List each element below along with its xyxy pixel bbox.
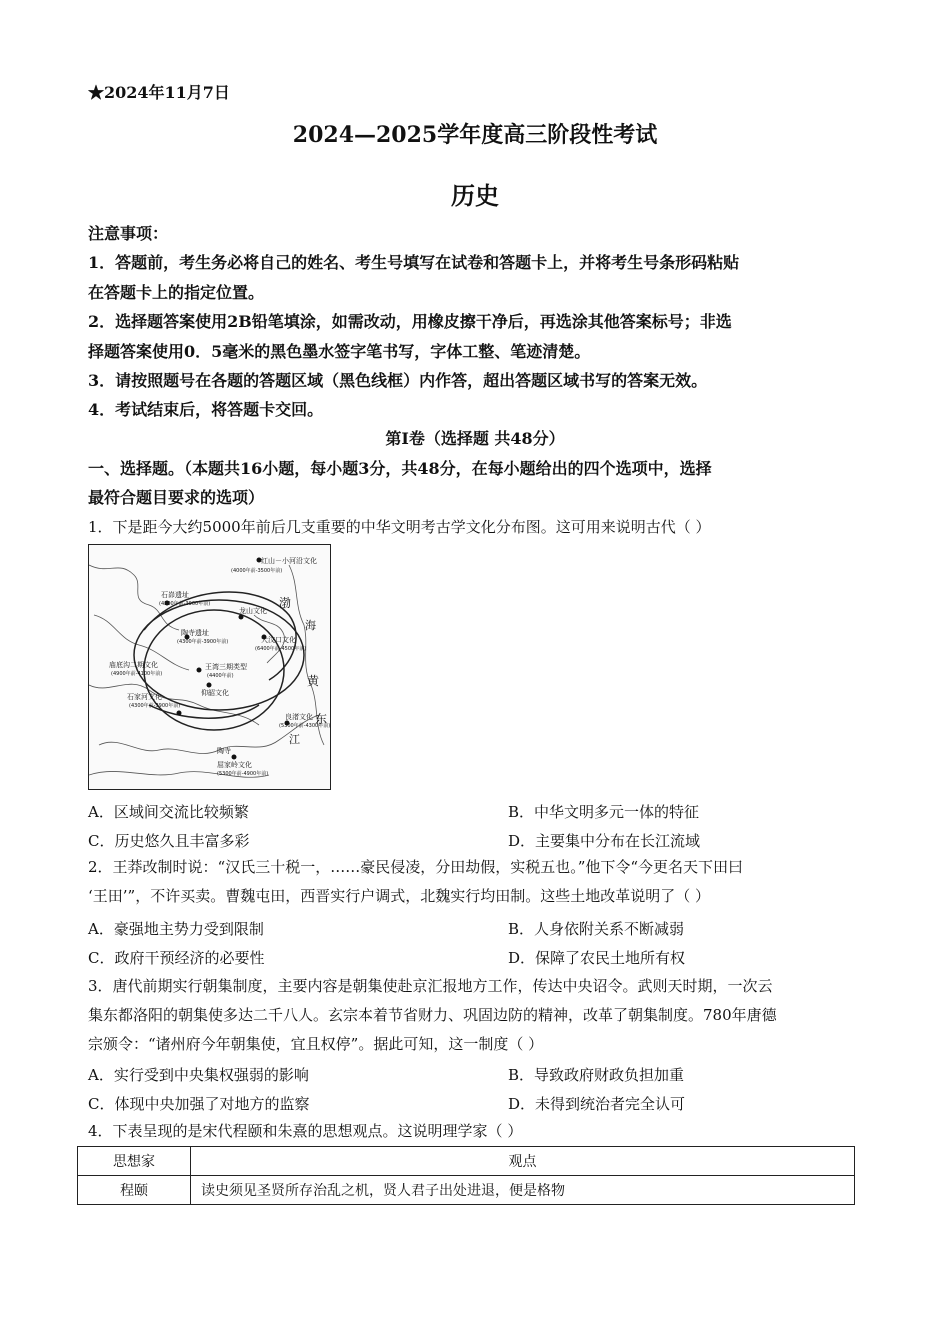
q3-option-b: B．导致政府财政负担加重 xyxy=(508,1066,685,1084)
map-label: 仰韶文化 xyxy=(201,689,229,697)
q1-option-c: C．历史悠久且丰富多彩 xyxy=(88,832,250,850)
table-header: 思想家 xyxy=(78,1147,191,1176)
q1-option-a: A．区域间交流比较频繁 xyxy=(88,803,249,821)
q4-stem: 4．下表呈现的是宋代程颐和朱熹的思想观点。这说明理学家（ ） xyxy=(88,1122,523,1140)
archaeology-map-figure xyxy=(89,545,330,789)
site-dot xyxy=(207,683,212,688)
notice-line: 在答题卡上的指定位置。 xyxy=(88,283,265,302)
q3-stem: 3．唐代前期实行朝集制度，主要内容是朝集使赴京汇报地方工作，传达中央诏令。武则天时期，一次云 xyxy=(88,977,773,995)
sea-label: 渤 xyxy=(279,596,292,610)
map-label: (4000年前-3500年前) xyxy=(231,568,283,574)
site-dot xyxy=(177,711,182,716)
q2-option-c: C．政府干预经济的必要性 xyxy=(88,949,265,967)
section-instruction: 最符合题目要求的选项） xyxy=(88,488,265,507)
sea-label: 海 xyxy=(305,619,316,632)
q3-stem: 宗颁令：“诸州府今年朝集使，宜且权停”。据此可知，这一制度（ ） xyxy=(88,1035,544,1053)
q2-stem: ‘王田’”，不许买卖。曹魏屯田，西晋实行户调式，北魏实行均田制。这些土地改革说明了（ ） xyxy=(88,887,710,905)
q3-option-d: D．未得到统治者完全认可 xyxy=(508,1095,686,1113)
map-label: (4900年前-4100年前) xyxy=(111,671,163,677)
site-dot xyxy=(239,615,244,620)
exam-date: ★2024年11月7日 xyxy=(88,83,230,102)
map-label: 屈家岭文化 xyxy=(217,761,252,769)
map-label: 王湾三期类型 xyxy=(205,663,247,671)
map-label: (4300年前-3900年前) xyxy=(177,639,229,645)
notice-line: 1．答题前，考生务必将自己的姓名、考生号填写在试卷和答题卡上，并将考生号条形码粘贴 xyxy=(88,253,740,272)
map-label: (4300年前-3900年前) xyxy=(129,703,181,709)
q2-option-d: D．保障了农民土地所有权 xyxy=(508,949,686,967)
q1-stem: 1．下是距今大约5000年前后几支重要的中华文明考古学文化分布图。这可用来说明古代（ ） xyxy=(88,518,711,536)
map-label: 龙山文化 xyxy=(239,607,267,615)
section-title: 第Ⅰ卷（选择题 共48分） xyxy=(385,429,565,448)
archaeology-map xyxy=(88,544,331,790)
map-label: 红山－小河沿文化 xyxy=(261,557,317,565)
map-label: (4400年前) xyxy=(207,673,234,679)
map-label: (6400年前-4500年前) xyxy=(255,646,307,652)
q1-option-d: D．主要集中分布在长江流域 xyxy=(508,832,701,850)
site-dot xyxy=(197,668,202,673)
q3-stem: 集东都洛阳的朝集使多达二千八人。玄宗本着节省财力、巩固边防的精神，改革了朝集制度。780年唐德 xyxy=(88,1006,777,1024)
sea-label: 东 xyxy=(315,712,328,726)
table-cell: 程颐 xyxy=(78,1176,191,1205)
notice-line: 2．选择题答案使用2B铅笔填涂，如需改动，用橡皮擦干净后，再选涂其他答案标号；非选 xyxy=(88,312,732,331)
map-label: 大汶口文化 xyxy=(261,636,296,644)
q3-option-c: C．体现中央加强了对地方的监察 xyxy=(88,1095,310,1113)
notice-line: 3．请按照题号在各题的答题区域（黑色线框）内作答，超出答题区域书写的答案无效。 xyxy=(88,371,708,390)
notice-line: 4．考试结束后，将答题卡交回。 xyxy=(88,400,324,419)
q2-stem: 2．王莽改制时说：“汉氏三十税一，……豪民侵凌，分田劫假，实税五也。”他下令“今更名天下田曰 xyxy=(88,858,744,876)
subject-title: 历史 xyxy=(451,181,499,210)
table-header: 观点 xyxy=(191,1147,855,1176)
table-row xyxy=(78,1176,855,1205)
notice-heading: 注意事项： xyxy=(88,224,169,243)
exam-title: 2024—2025学年度高三阶段性考试 xyxy=(292,122,658,148)
section-instruction: 一、选择题。（本题共16小题，每小题3分，共48分，在每小题给出的四个选项中，选择 xyxy=(88,459,712,478)
site-dot xyxy=(232,755,237,760)
q2-option-a: A．豪强地主势力受到限制 xyxy=(88,920,264,938)
river-label: 江 xyxy=(289,733,300,746)
map-label: 良渚文化 xyxy=(285,713,313,721)
map-label: (4200年前-3900年前) xyxy=(159,601,211,607)
table-cell: 读史须见圣贤所存治乱之机，贤人君子出处进退，便是格物 xyxy=(191,1176,855,1205)
sea-label: 黄 xyxy=(307,674,320,688)
q1-option-b: B．中华文明多元一体的特征 xyxy=(508,803,700,821)
q2-option-b: B．人身依附关系不断减弱 xyxy=(508,920,685,938)
map-label: (5300年前-4300年前) xyxy=(279,723,330,729)
map-label: 陶寺 xyxy=(217,747,231,755)
q3-option-a: A．实行受到中央集权强弱的影响 xyxy=(88,1066,309,1084)
map-label: 陶寺遗址 xyxy=(181,629,209,637)
map-label: (5300年前-4900年前) xyxy=(217,771,269,777)
q4-table xyxy=(77,1146,855,1205)
notice-line: 择题答案使用0．5毫米的黑色墨水签字笔书写，字体工整、笔迹清楚。 xyxy=(88,342,591,361)
map-label: 石峁遗址 xyxy=(161,591,189,599)
map-label: 庙底沟二期文化 xyxy=(109,661,158,669)
table-header-row xyxy=(78,1147,855,1176)
map-label: 石家河文化 xyxy=(127,693,162,701)
